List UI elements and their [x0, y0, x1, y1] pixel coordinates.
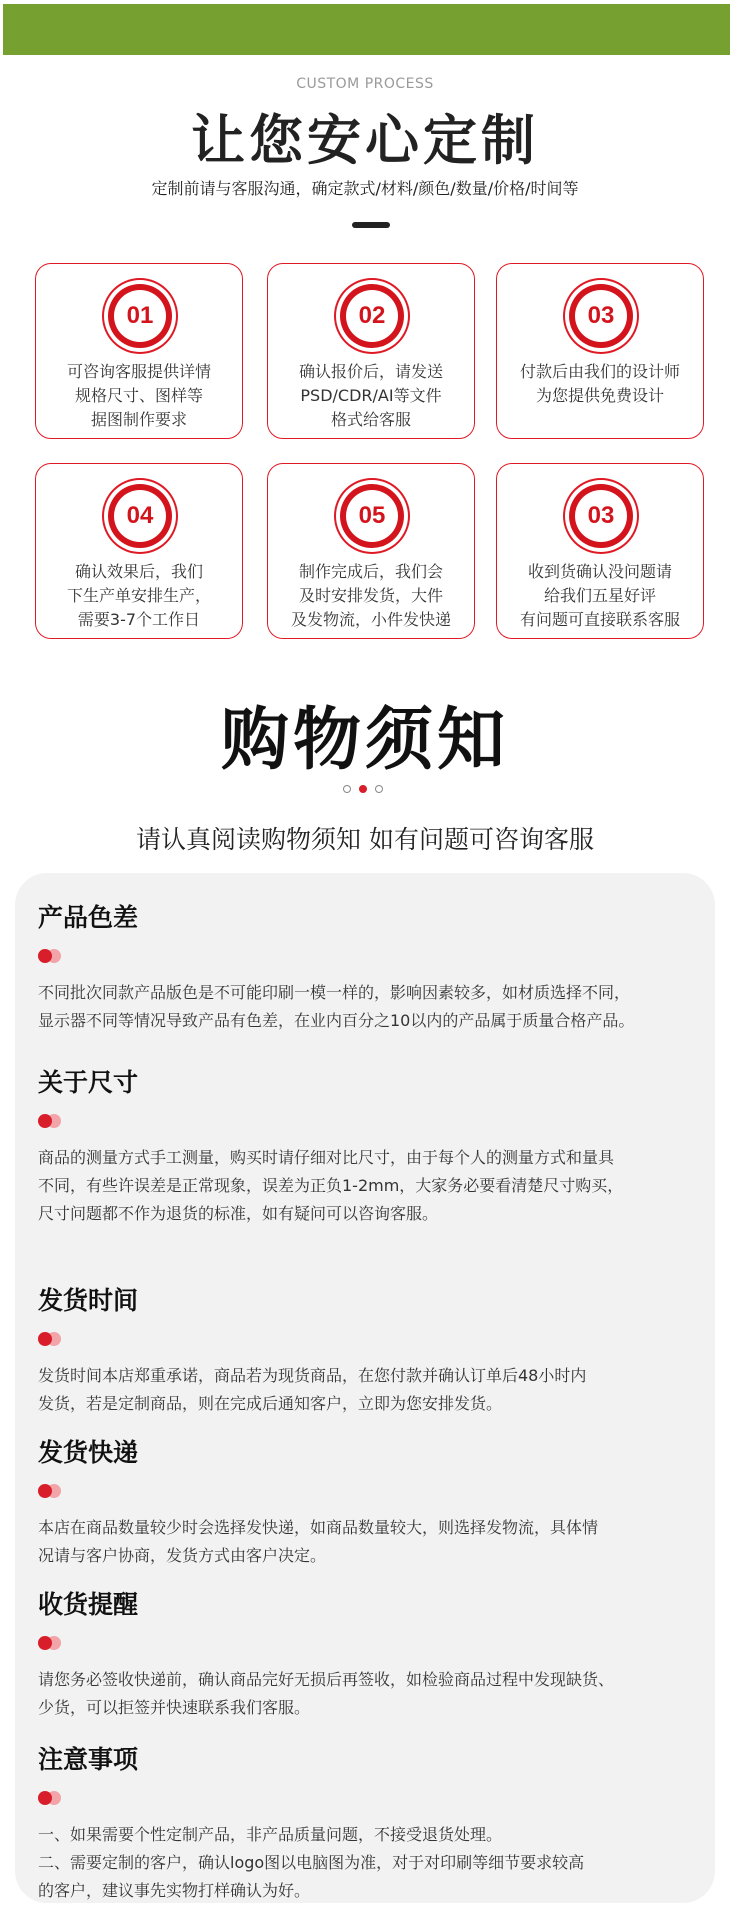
- notice-title: 购物须知: [220, 701, 509, 780]
- notice-section-courier: [38, 1438, 688, 1570]
- top-color-bar: [3, 4, 730, 55]
- step-card-1: [35, 263, 243, 439]
- section-dots-icon: [38, 1332, 78, 1346]
- notice-section-size: [38, 1068, 688, 1228]
- section-body: 请您务必签收快递前，确认商品完好无损后再签收，如检验商品过程中发现缺货、 少货，可以拒签并快速联系我们客服。: [38, 1670, 615, 1717]
- section-title: 关于尺寸: [38, 1068, 139, 1097]
- section-title: 发货时间: [38, 1286, 139, 1315]
- section-dots-icon: [38, 1791, 78, 1805]
- step-card-3: [496, 263, 704, 439]
- section-body: 不同批次同款产品版色是不可能印刷一模一样的，影响因素较多，如材质选择不同， 显示器不同等情况导致产品有色差，在业内百分之10以内的产品属于质量合格产品。: [38, 983, 635, 1030]
- step-text: 可咨询客服提供详情 规格尺寸、图样等 据图制作要求: [66, 362, 211, 429]
- dot-indicator: [343, 785, 351, 793]
- step-card-6: [496, 463, 704, 639]
- step-text: 确认效果后，我们 下生产单安排生产， 需要3-7个工作日: [66, 562, 211, 629]
- section-dots-icon: [38, 1484, 78, 1498]
- dot-indicator-active: [359, 785, 367, 793]
- page-title: 让您安心定制: [191, 109, 539, 172]
- section-dots-icon: [38, 1114, 78, 1128]
- section-dots-icon: [38, 949, 78, 963]
- carousel-dots: [343, 784, 387, 796]
- step-text: 制作完成后，我们会 及时安排发货，大件 及发物流，小件发快递: [290, 562, 451, 629]
- section-title: 产品色差: [38, 903, 139, 932]
- section-body: 商品的测量方式手工测量，购买时请仔细对比尺寸，由于每个人的测量方式和量具 不同，有些许误差是正常现象，误差为正负1-2mm，大家务必要看清楚尺寸购买， 尺寸问题都不作为退货的标准，如有疑问可以咨询客服。: [38, 1148, 624, 1223]
- step-number-badge: 01: [108, 284, 172, 348]
- notice-section-color: [38, 903, 688, 1035]
- step-text: 付款后由我们的设计师 为您提供免费设计: [519, 362, 680, 405]
- step-number-badge: 03: [569, 284, 633, 348]
- step-number-badge: 04: [108, 484, 172, 548]
- notice-section-shipping-time: [38, 1286, 688, 1418]
- step-text: 确认报价后，请发送 PSD/CDR/AI等文件 格式给客服: [298, 362, 443, 429]
- divider: [352, 222, 390, 228]
- step-text: 收到货确认没问题请 给我们五星好评 有问题可直接联系客服: [519, 562, 680, 629]
- section-body: 一、如果需要个性定制产品，非产品质量问题，不接受退货处理。 二、需要定制的客户，确认logo图以电脑图为准，对于对印刷等细节要求较高 的客户，建议事先实物打样确认为好。: [38, 1825, 585, 1900]
- process-subtitle: CUSTOM PROCESS: [296, 76, 434, 92]
- section-title: 收货提醒: [38, 1590, 139, 1619]
- notice-section-receipt: [38, 1590, 688, 1722]
- notice-subtitle: 请认真阅读购物须知 如有问题可咨询客服: [136, 825, 594, 854]
- section-dots-icon: [38, 1636, 78, 1650]
- dot-indicator: [375, 785, 383, 793]
- section-title: 发货快递: [38, 1438, 139, 1467]
- step-number-badge: 02: [340, 284, 404, 348]
- notice-section-notes: [38, 1745, 688, 1905]
- section-body: 本店在商品数量较少时会选择发快递，如商品数量较大，则选择发物流，具体情 况请与客户协商，发货方式由客户决定。: [38, 1518, 599, 1565]
- step-number-badge: 05: [340, 484, 404, 548]
- step-card-4: [35, 463, 243, 639]
- process-description: 定制前请与客服沟通，确定款式/材料/颜色/数量/价格/时间等: [151, 179, 579, 198]
- step-card-2: [267, 263, 475, 439]
- step-card-5: [267, 463, 475, 639]
- section-title: 注意事项: [38, 1745, 139, 1774]
- step-number-badge: 03: [569, 484, 633, 548]
- section-body: 发货时间本店郑重承诺，商品若为现货商品，在您付款并确认订单后48小时内 发货，若是定制商品，则在完成后通知客户，立即为您安排发货。: [38, 1366, 587, 1413]
